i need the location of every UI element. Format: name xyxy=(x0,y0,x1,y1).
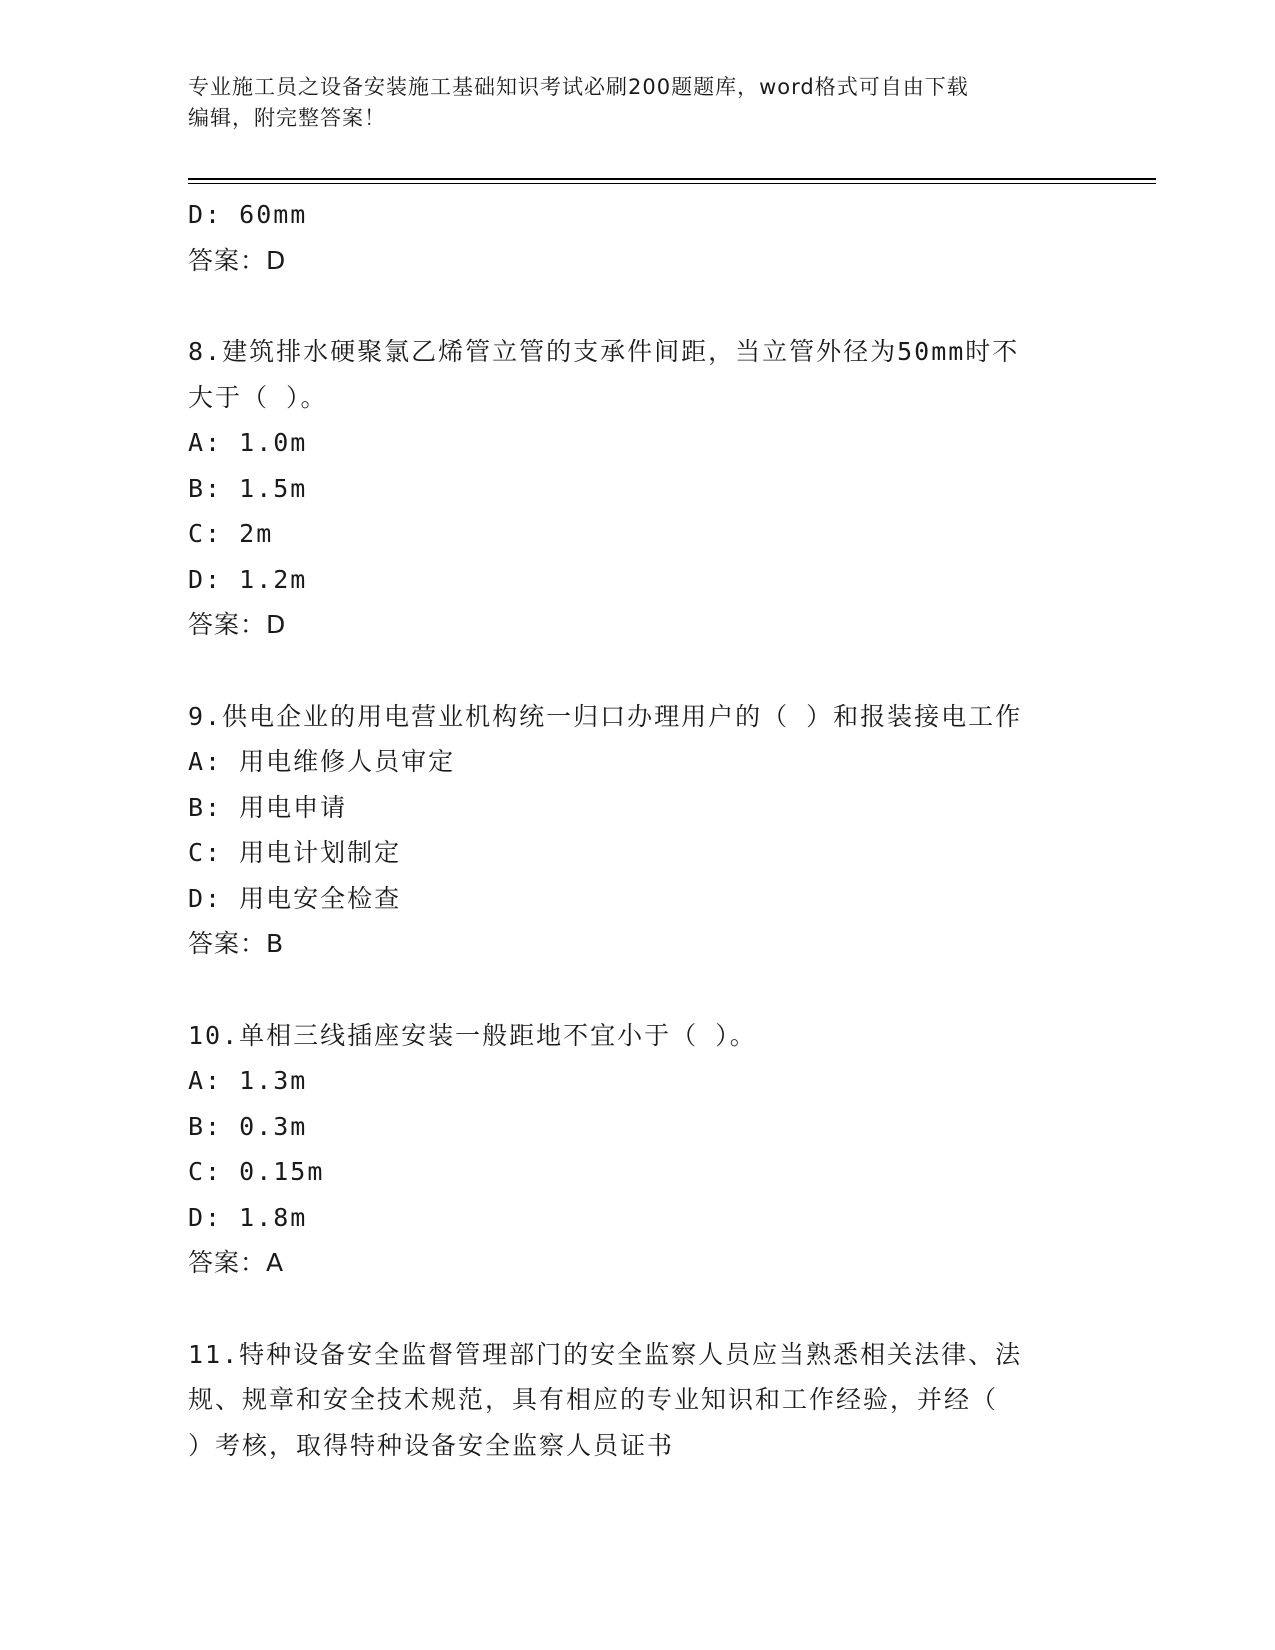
header-title-line-2: 编辑，附完整答案！ xyxy=(188,106,386,130)
question-8 xyxy=(188,329,1088,648)
option-a: A: 1.3m xyxy=(188,1066,308,1095)
option-a: A: 1.0m xyxy=(188,428,308,457)
option-b: B: 用电申请 xyxy=(188,792,348,822)
answer-label: 答案：D xyxy=(188,610,287,639)
answer-label: 答案：D xyxy=(188,245,287,275)
header-title-line-1: 专业施工员之设备安装施工基础知识考试必刷200题题库，word格式可自由下载 xyxy=(188,75,969,99)
spacer xyxy=(188,1286,1088,1332)
page-header xyxy=(188,72,1088,134)
answer-label: 答案：B xyxy=(188,929,285,958)
option-d: D: 1.2m xyxy=(188,564,308,594)
option-d: D: 1.8m xyxy=(188,1202,308,1232)
option-c: C: 0.15m xyxy=(188,1157,325,1186)
question-text-line-2: 大于（ ）。 xyxy=(188,382,328,412)
question-text-line-2: 规、规章和安全技术规范，具有相应的专业知识和工作经验，并经（ xyxy=(188,1385,999,1414)
question-text-line-1: 10.单相三线插座安装一般距地不宜小于（ ）。 xyxy=(188,1020,757,1050)
question-7-tail xyxy=(188,192,1088,283)
question-11 xyxy=(188,1332,1088,1469)
spacer xyxy=(188,648,1088,694)
option-a: A: 用电维修人员审定 xyxy=(188,747,456,776)
question-list xyxy=(188,192,1088,1468)
option-c: C: 用电计划制定 xyxy=(188,838,402,867)
option-b: B: 0.3m xyxy=(188,1111,308,1141)
header-divider-thick xyxy=(188,178,1156,180)
spacer xyxy=(188,967,1088,1013)
spacer xyxy=(188,283,1088,329)
question-9 xyxy=(188,694,1088,967)
answer-label: 答案：A xyxy=(188,1248,285,1277)
question-text-line-3: ）考核，取得特种设备安全监察人员证书 xyxy=(188,1430,675,1460)
option-c: C: 2m xyxy=(188,519,274,548)
question-text-line-1: 11.特种设备安全监督管理部门的安全监察人员应当熟悉相关法律、法 xyxy=(188,1339,1023,1369)
option-d: D: 用电安全检查 xyxy=(188,883,402,913)
question-text-line-1: 8.建筑排水硬聚氯乙烯管立管的支承件间距，当立管外径为50mm时不 xyxy=(188,337,1020,366)
question-text-line-1: 9.供电企业的用电营业机构统一归口办理用户的（ ）和报装接电工作 xyxy=(188,701,1023,731)
option-b: B: 1.5m xyxy=(188,473,308,503)
question-10 xyxy=(188,1013,1088,1286)
header-divider-thin xyxy=(188,183,1156,184)
option-d: D: 60mm xyxy=(188,200,308,229)
